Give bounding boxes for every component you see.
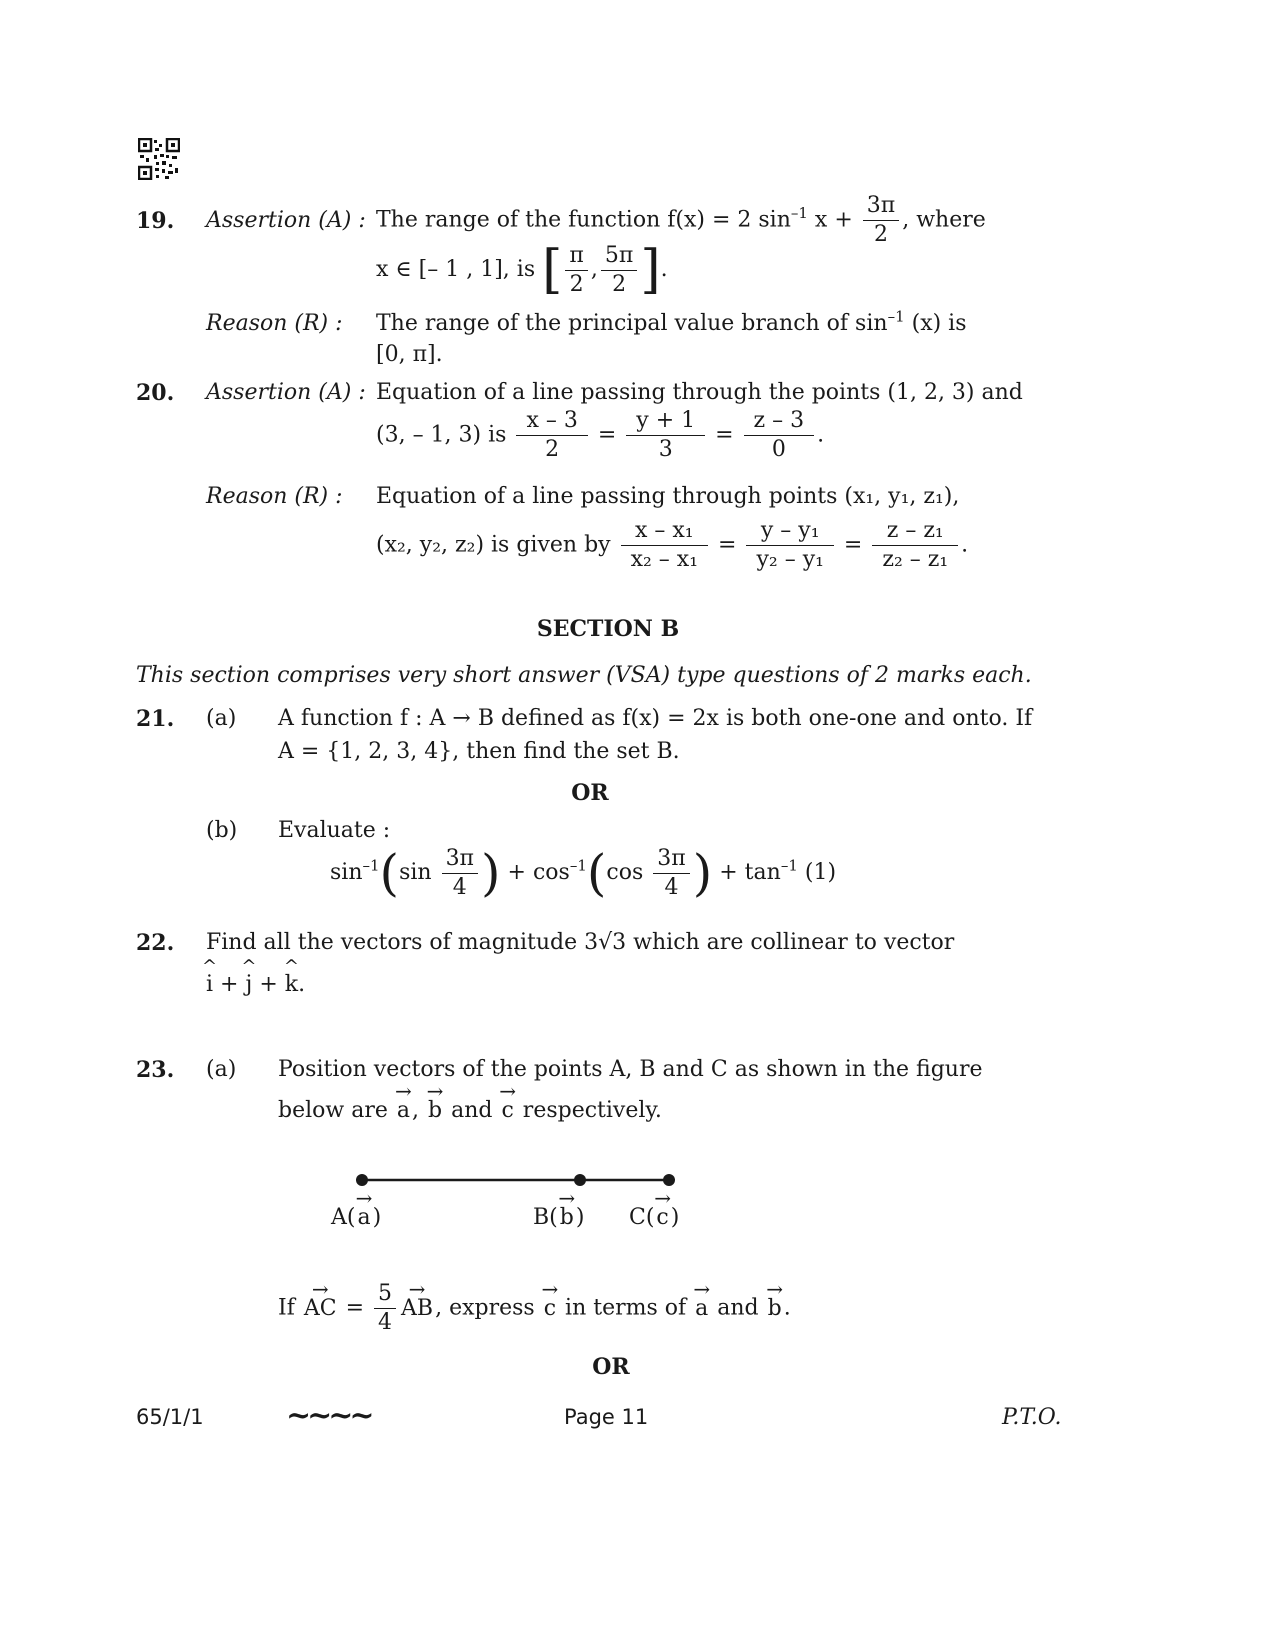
fraction (626, 407, 705, 464)
period: . (783, 1295, 791, 1321)
comma: , (412, 1098, 419, 1123)
period: . (298, 972, 306, 997)
fraction-numerator: 5π (601, 242, 637, 271)
vector-b: → b (426, 1096, 444, 1126)
point-a-label (331, 1203, 381, 1233)
function-name: + cos (507, 860, 570, 885)
fraction (442, 845, 478, 902)
plus-sign: + (220, 972, 239, 997)
question-number: 23. (136, 1057, 175, 1083)
fraction (374, 1280, 396, 1337)
question-text: Evaluate : (278, 818, 391, 843)
fraction-numerator: x – 3 (516, 407, 587, 436)
fraction-denominator: 0 (771, 437, 786, 462)
fraction-numerator: x – x₁ (621, 517, 708, 546)
assertion-text-part: (3, – 1, 3) is (376, 422, 507, 448)
assertion-line2: x ∈ [– 1 , 1], is [ $\frac{\pi}{2}$ , $\frac{5\pi}{2}$ ]. (376, 240, 668, 300)
vector-c: → c (654, 1203, 670, 1233)
inverse-superscript: –1 (790, 204, 808, 223)
fraction (621, 517, 708, 574)
reason-text-part: (x) is (911, 311, 967, 336)
fraction (746, 517, 833, 574)
fraction (516, 407, 587, 464)
function-argument: (1) (804, 860, 837, 885)
tilde-ornament: ~~~~ (286, 1398, 371, 1433)
assertion-line2: (3, – 1, 3) is $\frac{x - 3}{2}$ = $\frac{y + 1}{3}$ = $\frac{z - 3}{0}$ . (376, 408, 825, 462)
label-text: ) (575, 1205, 585, 1230)
label-text: C( (629, 1205, 655, 1230)
left-bracket: [ (542, 240, 563, 300)
page-number: Page 11 (564, 1405, 649, 1429)
fraction-numerator: 3π (863, 192, 899, 221)
function-name: sin (399, 860, 432, 885)
reason-line2: [0, π]. (376, 342, 443, 367)
fraction (744, 407, 815, 464)
label-text: ) (372, 1205, 382, 1230)
question-text: Find all the vectors of magnitude 3√3 which are collinear to vector (206, 930, 955, 955)
inverse-superscript: –1 (780, 856, 798, 875)
question-number: 19. (136, 208, 175, 234)
fraction-numerator: 3π (653, 845, 689, 874)
fraction-numerator: z – z₁ (872, 517, 958, 546)
reason-label: Reason (R) : (206, 311, 343, 336)
part-label: (b) (206, 818, 238, 843)
left-paren: ( (379, 844, 400, 902)
inverse-superscript: –1 (569, 856, 587, 875)
fraction (601, 242, 637, 299)
fraction (863, 192, 899, 249)
assertion-line1: Equation of a line passing through the points (1, 2, 3) and (376, 380, 1023, 405)
fraction (653, 845, 689, 902)
vector-ac: → AC (302, 1294, 339, 1324)
fraction-denominator: 3 (658, 437, 673, 462)
fraction-numerator: π (565, 242, 587, 271)
vector-b: → b (766, 1294, 784, 1324)
fraction-denominator: 4 (452, 874, 467, 900)
fraction-numerator: y + 1 (626, 407, 705, 436)
fraction-numerator: z – 3 (744, 407, 815, 436)
vector-c: → c (499, 1096, 515, 1126)
right-paren: ) (692, 844, 713, 902)
text-part: If (278, 1295, 295, 1321)
inverse-superscript: –1 (362, 856, 380, 875)
section-subtitle: This section comprises very short answer (VSA) type questions of 2 marks each. (136, 663, 1032, 688)
assertion-label: Assertion (A) : (206, 380, 366, 405)
fraction-numerator: 5 (374, 1280, 396, 1309)
function-name: cos (606, 860, 644, 885)
reason-line1: Equation of a line passing through points (x₁, y₁, z₁), (376, 484, 960, 509)
question-text: Position vectors of the points A, B and C as shown in the figure (278, 1057, 983, 1082)
equals-sign: = (345, 1295, 365, 1321)
line-segment-figure (340, 1168, 690, 1192)
fraction-denominator: y₂ – y₁ (756, 547, 824, 572)
assertion-label: Assertion (A) : (206, 208, 366, 233)
fraction-denominator: 2 (612, 271, 627, 297)
assertion-text-part: x ∈ [– 1 , 1], is (376, 257, 536, 282)
vector-a: → a (355, 1203, 372, 1233)
text-part: and (717, 1295, 759, 1321)
fraction-denominator: 2 (545, 437, 560, 462)
fraction-numerator: 3π (442, 845, 478, 874)
right-paren: ) (481, 844, 501, 902)
math-expression (330, 843, 836, 903)
paper-code: 65/1/1 (136, 1405, 204, 1429)
part-label: (a) (206, 706, 237, 731)
text-part: respectively. (522, 1098, 662, 1123)
question-text: A function f : A → B defined as f(x) = 2x is both one-one and onto. If (278, 706, 1033, 731)
question-text: A = {1, 2, 3, 4}, then find the set B. (278, 739, 680, 764)
reason-line2: (x₂, y₂, z₂) is given by $\frac{\text{x – x₁}}{\text{x₂ – x₁}}$ = $\frac{\text{y – y₁}}{\text{y₂ – y₁}}$ = $\frac{\text{z – z₁}}{\text{z₂ – z₁}}$ . (376, 518, 969, 572)
reason-text-part: (x₂, y₂, z₂) is given by (376, 532, 611, 558)
fraction (565, 242, 587, 299)
point-b-dot (574, 1174, 586, 1186)
vector-b: → b (558, 1203, 576, 1233)
reason-text (376, 309, 1018, 339)
unit-vector-k: ^ k (285, 970, 298, 1000)
pto-label: P.T.O. (1002, 1405, 1062, 1430)
label-text: B( (533, 1205, 558, 1230)
label-text: ) (670, 1205, 680, 1230)
question-number: 20. (136, 380, 175, 406)
plus-sign: + (259, 972, 278, 997)
function-name: sin (330, 860, 363, 885)
left-paren: ( (586, 844, 607, 902)
unit-vectors (206, 970, 305, 1000)
question-text-condition (278, 1280, 791, 1337)
question-number: 21. (136, 706, 175, 732)
function-name: + tan (719, 860, 781, 885)
fraction-denominator: x₂ – x₁ (630, 547, 699, 572)
or-divider: OR (571, 780, 609, 806)
text-part: below are (278, 1098, 388, 1123)
part-label: (a) (206, 1057, 237, 1082)
unit-vector-i: ^ i (206, 970, 213, 1000)
vector-a: → a (395, 1096, 412, 1126)
fraction-denominator: z₂ – z₁ (882, 547, 949, 572)
assertion-text-part: x + (814, 207, 853, 233)
question-number: 22. (136, 930, 175, 956)
text-part: in terms of (565, 1295, 687, 1321)
label-text: A( (331, 1205, 356, 1230)
vector-ab: → AB (399, 1294, 435, 1324)
assertion-text-part: The range of the function f(x) = 2 sin (376, 207, 791, 233)
unit-vector-j: ^ j (245, 970, 252, 1000)
text-part: and (451, 1098, 493, 1123)
question-text-line2 (278, 1096, 662, 1126)
reason-text-part: The range of the principal value branch of sin (376, 311, 888, 336)
fraction-numerator: y – y₁ (746, 517, 833, 546)
fraction-denominator: 2 (874, 222, 888, 247)
text-part: , express (435, 1295, 535, 1321)
assertion-text-part: , where (902, 207, 986, 233)
vector-c: → c (542, 1294, 558, 1324)
point-b-label (533, 1203, 584, 1233)
reason-label: Reason (R) : (206, 484, 343, 509)
inverse-superscript: –1 (887, 307, 905, 326)
fraction-denominator: 2 (569, 271, 584, 297)
fraction-denominator: 4 (378, 1310, 393, 1335)
qr-code-icon (138, 138, 180, 180)
section-title: SECTION B (536, 616, 680, 642)
vector-a: → a (693, 1294, 710, 1324)
right-bracket: ] (640, 240, 661, 300)
fraction-denominator: 4 (664, 874, 679, 900)
point-c-label (629, 1203, 679, 1233)
or-divider: OR (592, 1354, 630, 1380)
fraction (872, 517, 958, 574)
